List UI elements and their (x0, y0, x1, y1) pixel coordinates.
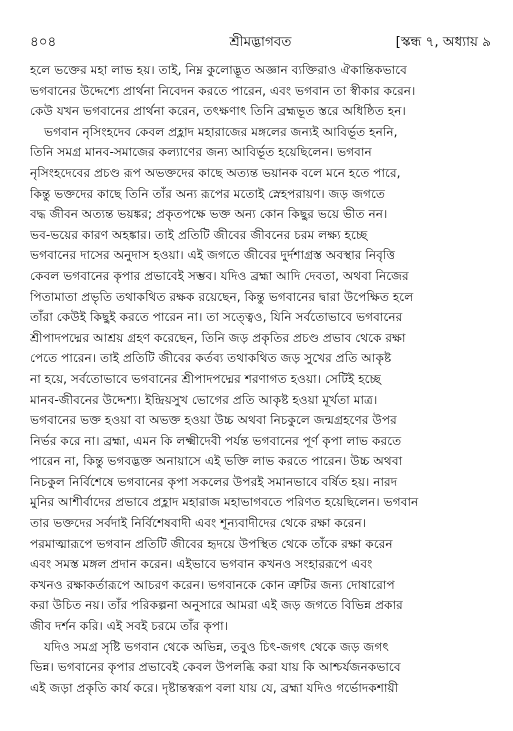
text-line: নৃসিংহদেবের প্রচণ্ড রূপ অভক্তদের কাছে অত্যন্ত ভয়ানক বলে মনে হতে পারে, (30, 165, 401, 180)
text-line: ভগবানের দাসের অনুদাস হওয়া। এই জগতে জীবের দুর্দশাগ্রস্ত অবস্থার নিবৃত্তি (30, 248, 396, 263)
text-line: মানব-জীবনের উদ্দেশ্য। ইন্দ্রিয়সুখ ভোগের প্রতি আকৃষ্ট হওয়া মূর্খতা মাত্র। (30, 392, 378, 407)
text-line: পেতে পারেন। তাই প্রতিটি জীবের কর্তব্য তথাকথিত জড় সুখের প্রতি আকৃষ্ট (30, 351, 392, 366)
text-line: মুনির আশীর্বাদের প্রভাবে প্রহ্লাদ মহারাজ মহাভাগবতে পরিণত হয়েছিলেন। ভগবান (30, 495, 419, 510)
body-text (30, 60, 491, 698)
text-line: এই জড়া প্রকৃতি কার্য করে। দৃষ্টান্তস্বরূপ বলা যায় যে, ব্রহ্মা যদিও গর্ভোদকশায়ী (30, 680, 399, 695)
text-line: নির্ভর করে না। ব্রহ্মা, এমন কি লক্ষ্মীদেবী পর্যন্ত ভগবানের পূর্ণ কৃপা লাভ করতে (30, 433, 402, 448)
text-line: নিচকুল নির্বিশেষে ভগবানের কৃপা সকলের উপরই সমানভাবে বর্ষিত হয়। নারদ (30, 474, 398, 489)
text-line: পিতামাতা প্রভৃতি তথাকথিত রক্ষক রয়েছেন, কিন্তু ভগবানের দ্বারা উপেক্ষিত হলে (30, 289, 414, 304)
text-line: জীব দর্শন করি। এই সবই চরমে তাঁর কৃপা। (30, 619, 229, 634)
text-line: করা উচিত নয়। তাঁর পরিকল্পনা অনুসারে আমরা এই জড় জগতে বিভিন্ন প্রকার (30, 598, 403, 613)
text-line: কেবল ভগবানের কৃপার প্রভাবেই সম্ভব। যদিও ব্রহ্মা আদি দেবতা, অথবা নিজের (30, 268, 409, 283)
chapter-reference: [স্কন্ধ ৭, অধ্যায় ৯ (395, 34, 491, 50)
text-line: কখনও রক্ষাকর্তারূপে আচরণ করেন। ভগবানকে কোন ত্রুটির জন্য দোষারোপ (30, 577, 395, 592)
text-line: ভগবান নৃসিংহদেব কেবল প্রহ্লাদ মহারাজের মঙ্গলের জন্যই আবির্ভূত হননি, (44, 124, 398, 139)
text-line: কেউ যখন ভগবানের প্রার্থনা করেন, তৎক্ষণাৎ তিনি ব্রহ্মভূত স্তরে অধিষ্ঠিত হন। (30, 104, 406, 119)
text-line: এবং সমস্ত মঙ্গল প্রদান করেন। এইভাবে ভগবান কখনও সংহাররূপে এবং (30, 557, 373, 572)
text-line: তার ভক্তদের সর্বদাই নির্বিশেষবাদী এবং শূন্যবাদীদের থেকে রক্ষা করেন। (30, 516, 367, 531)
page-number: ৪০৪ (30, 34, 57, 50)
page-header (30, 32, 491, 52)
text-line: যদিও সমগ্র সৃষ্টি ভগবান থেকে অভিন্ন, তবুও চিৎ-জগৎ থেকে জড় জগৎ (44, 639, 389, 654)
text-line: পারেন না, কিন্তু ভগবদ্ভক্ত অনায়াসে এই ভক্তি লাভ করতে পারেন। উচ্চ অথবা (30, 454, 403, 469)
text-line: তাঁরা কেউই কিছুই করতে পারেন না। তা সত্ত্বেও, যিনি সর্বতোভাবে ভগবানের (30, 310, 403, 325)
text-line: হলে ভক্তের মহা লাভ হয়। তাই, নিম্ন কুলোদ্ভূত অজ্ঞান ব্যক্তিরাও ঐকান্তিকভাবে (30, 63, 407, 77)
text-line: বদ্ধ জীবন অত্যন্ত ভয়ঙ্কর; প্রকৃতপক্ষে ভক্ত অন্য কোন কিছুর ভয়ে ভীত নন। (30, 207, 388, 222)
text-line: শ্রীপাদপদ্মের আশ্রয় গ্রহণ করেছেন, তিনি জড় প্রকৃতির প্রচণ্ড প্রভাব থেকে রক্ষা (30, 330, 406, 345)
text-line: ভব-ভয়ের কারণ অহঙ্কার। তাই প্রতিটি জীবের জীবনের চরম লক্ষ্য হচ্ছে (30, 227, 368, 242)
text-line: না হয়ে, সর্বতোভাবে ভগবানের শ্রীপাদপদ্মের শরণাগত হওয়া। সেটিই হচ্ছে (30, 371, 382, 386)
text-line: ভিন্ন। ভগবানের কৃপার প্রভাবেই কেবল উপলব্ধি করা যায় কি আশ্চর্যজনকভাবে (30, 660, 401, 675)
text-line: কিন্তু ভক্তদের কাছে তিনি তাঁর অন্য রূপের মতোই স্নেহপরায়ণ। জড় জগতে (30, 186, 386, 201)
book-title: শ্রীমদ্ভাগবত (229, 34, 292, 50)
text-line: ভগবানের ভক্ত হওয়া বা অভক্ত হওয়া উচ্চ অথবা নিচকুলে জন্মগ্রহণের উপর (30, 413, 397, 428)
text-line: ভগবানের উদ্দেশ্যে প্রার্থনা নিবেদন করতে পারেন, এবং ভগবান তা স্বীকার করেন। (30, 83, 416, 98)
text-line: পরমাত্মারূপে ভগবান প্রতিটি জীবের হৃদয়ে উপস্থিত থেকে তাঁকে রক্ষা করেন (30, 536, 393, 551)
text-line: তিনি সমগ্র মানব-সমাজের কল্যাণের জন্য আবির্ভূত হয়েছিলেন। ভগবান (30, 145, 372, 160)
